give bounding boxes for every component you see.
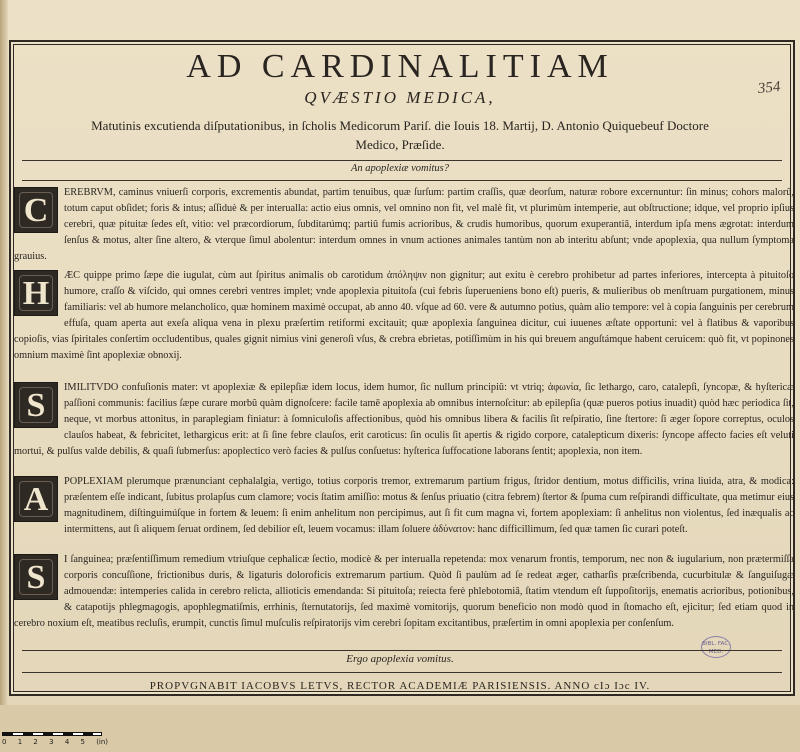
paragraph-3: [14, 380, 794, 460]
paragraph-5: [14, 552, 794, 632]
paragraph-1: [14, 185, 794, 265]
paragraph-4: [14, 474, 794, 538]
rule-top: [22, 160, 782, 161]
drop-cap-1: C: [14, 187, 58, 233]
page-binding-edge: [0, 0, 8, 752]
paragraph-2: [14, 268, 794, 363]
library-stamp: BIBL. FAC. MED.: [701, 636, 731, 658]
drop-cap-2: H: [14, 270, 58, 316]
thesis-question: An apoplexiæ vomitus?: [351, 163, 449, 174]
main-title: AD CARDINALITIAM: [186, 48, 614, 85]
drop-cap-3: S: [14, 382, 58, 428]
rule-ergo: [22, 650, 782, 651]
scale-bar: [2, 732, 102, 736]
rule-footer-top: [22, 672, 782, 673]
paragraph-4-text: POPLEXIAM plerumque prænunciant cephalalgia, vertigo, totius corporis tremor, extremarum partium frigus, ſtridor dentium, motus difficilis, vrina liuida, atra, & modica: præſentem eſſe indicant, ſubitus prolapſus cum clamore; vocis ſtatim amiſſio: motus & ſenſus priuatio (citra febrem) ſtertor & ſpuma cum reſpirandi difficultate, qua metimur eius magnitudinem, diſtinguimúſque in fortem & leuem: ſi enim anhelitum non percipimus, aut ſi fit cum magna vi, fortem apoplexiam: ſi anhelitus non violentus, ſed inæqualis ac intermittens, aut ſi aliquem ſeruat ordinem, ſed debilior eſt, leuem vocamus: illam ſoluere ἀδύνατον: hanc difficillimum, ſed quæ tamen ſic curari poteſt.: [64, 476, 794, 535]
paragraph-3-text: IMILITVDO confuſionis mater: vt apoplexiæ & epilepſiæ idem locus, idem humor, ſic nullum principiû: vt vtriq; ἀφωνία, ſic lethargo, caro, catalepſi, ſyncopæ, & hyſtericæ paſſioni communis: facilius ſæpe curare morbû quàm dignoſcere: facile tamē apoplexia ab omnibus internoſcitur: ab epilepſia (quæ pueros potius inuadit) quòd hæc periodica ſit, neque, vt morbus attonitus, in paraplegiam finiatur: à ſomniculoſis affectionibus, quòd his omnibus libera & facilis ſit reſpiratio, ſine ſtertore: ſi æger ſopore correptus, oculos clauſos habeat, & febricitet, lethargicus erit: at ſi ſine febre clauſos, erit caroticus: ſin oculis ſit apertis & rigido corpore, catalepticum dixeris: ſyncope affecto facies eſt veluti mortui, & pulſus valde debilis, & quaſi ſubmerſus: apoplectico verò facies & pulſus conſuetus: hyſterica ſuffocatione laborans ſentit; apoplexia, non item.: [14, 382, 794, 457]
paragraph-1-text: EREBRVM, caminus vniuerſi corporis, excrementis abundat, partim tenuibus, quæ ſurſum: partim craſſis, quæ deorſum, naturæ robore excernuntur: ſin minus; cohors malorû, totum caput obſidet; foris & intus; aſſiduè & per interualla: actio eius omnis, vel omnino non fit, vel malè fit, vt plurimùm intemperie, aut obſtructione; idque, vel proprio ipſius cerebri, quæ pituitæ ſedes eſt, vitio: vel præcordiorum, ſubditarúmq; partiû fumis acrioribus, & crudis humoribus, quorum exuperantiâ, interdum ipſa mens ægrotat: interdum ſenſus & motus, alter ſine altero, & vterque ſimul abolentur: interdum omnes in vnum actiones animales tantùm non ab interitu abſunt; vnde apoplexia, qua nullum ſymptoma grauius.: [14, 187, 794, 262]
intro-text: Matutinis excutienda diſputationibus, in ſcholis Medicorum Pariſ. die Iouis 18. Martij, D. Antonio Quiquebeuf Doctore Medico, Præſide.: [91, 118, 709, 152]
rule-question: [22, 180, 782, 181]
scale-labels: 0 1 2 3 4 5 (in): [2, 738, 109, 746]
paragraph-5-text: I ſanguinea; præſentiſſimum remedium vtriuſque cephalicæ ſectio, modicè & per interualla repetenda: mox venarum frontis, temporum, nec non & iugularium, non prætermiſſa corporis concuſſione, frictionibus duris, & ligaturis doloroficis extremarum partium. Quòd ſi paulùm ad ſe redeat æger, catharſis præſcribenda, cucurbitulæ & ſanguiſugæ admouendæ: intemperies calida in cerebro relicta, allioticis emendanda: Si pituitoſa; reiecta ferè phlebotomiâ, ſtatim vtendum eſt ſuppoſitorijs, enematis acrioribus, potionibus, & catapotijs phlegmagogis, apophlegmatiſmis, errhinis, ſternutatorijs, ſed maximè vomitorijs, quorum beneficio non modò quod in ſtomacho eſt, ejicitur; ſed etiam quod in cerebro noxium eſt, meatibus recluſis, erumpit, cunctis ſimul muſculis reſpiratorijs vim cerebri ſopitam excitantibus, præſertim in omni apoplexia per conſenſum.: [14, 554, 794, 629]
drop-cap-4: A: [14, 476, 58, 522]
scale-ruler: [2, 732, 122, 750]
conclusion: Ergo apoplexia vomitus.: [346, 653, 454, 665]
paragraph-2-text: ÆC quippe primo ſæpe die iugulat, cùm aut ſpiritus animalis ob carotidum ἀπόληψιν non gignitur; aut exitu è cerebro prohibetur ad partes inferiores, intercepta à pituitoſo humore, craſſo & viſcido, qui omnes cerebri ventres implet; vnde apoplexia pituitoſa (cui febris ſuperueniens bono eſt) pueris, & mulieribus ob menſtruam purgationem, minus familiaris: vel ab humore melancholico, quæ hominem maximè occupat, ab anno 40. vſque ad 60. vere & autumno potius, quàm alio tempore: vel à copia ſanguinis per cerebrum effuſa, quam aperta aut exeſa aliqua vena in plexu præſertim retiformi excitauit; quæ apoplexia ſanguinea dicitur, cui iuuenes æſtate opportuni: vel à flatibus & vaporibus copioſis, vias ſpiritales conſertim occludentibus, quales gignit nimius vini generoſi vſus, & crebra ebrietas, potiſſimùm in his qui breuem anguſtámque habent ceruicem: quò fit, vt popinones omnium maximè ſint apoplexiæ obnoxij.: [14, 270, 794, 361]
drop-cap-5: S: [14, 554, 58, 600]
handwritten-page-number: 354: [757, 78, 782, 98]
footer-respondent: PROPVGNABIT IACOBVS LETVS, RECTOR ACADEMIÆ PARISIENSIS. ANNO cIɔ Iɔc IV.: [149, 680, 651, 692]
subtitle: QVÆSTIO MEDICA,: [304, 88, 496, 107]
